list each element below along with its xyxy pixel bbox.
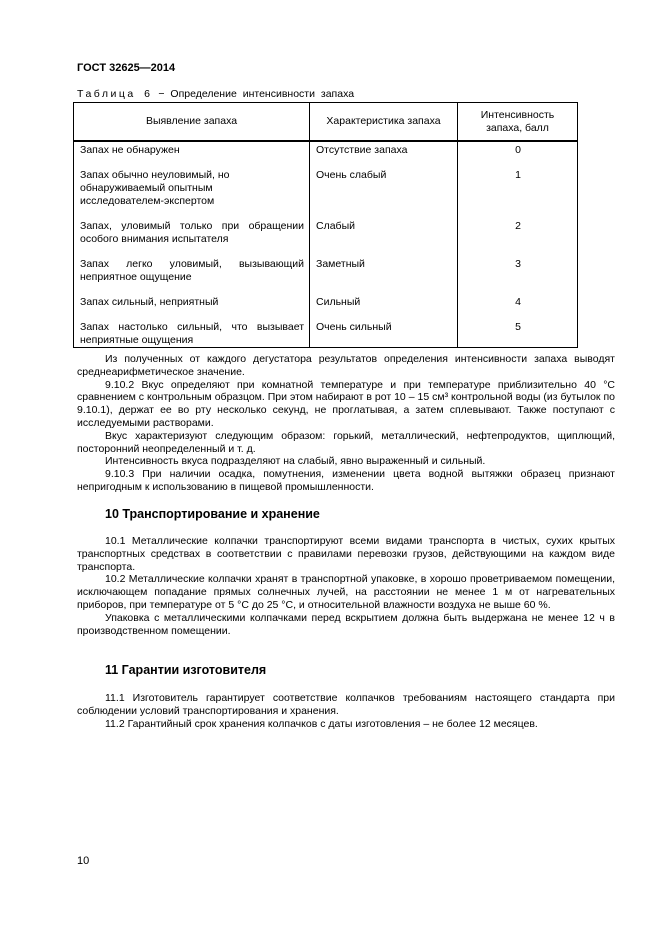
odor-intensity-table xyxy=(73,102,578,348)
section-10-title: 10 Транспортирование и хранение xyxy=(105,507,320,521)
table-cell: 0 xyxy=(458,141,578,167)
page-number: 10 xyxy=(77,855,90,867)
table-cell: Запах легко уловимый, вызывающий неприятное ощущение xyxy=(74,256,310,294)
table-cell: Очень слабый xyxy=(310,167,458,218)
table-cell: Сильный xyxy=(310,294,458,319)
paragraph: Интенсивность вкуса подразделяют на слабый, явно выраженный и сильный. xyxy=(105,455,486,468)
paragraph: Вкус характеризуют следующим образом: горький, металлический, нефтепродуктов, щиплющий, посторонний неопределенный и т. д. xyxy=(77,429,615,455)
table-cell: Слабый xyxy=(310,218,458,256)
table-cell: Запах обычно неуловимый, но обнаруживаемый опытным исследователем-экспертом xyxy=(74,167,310,218)
document-code: ГОСТ 32625—2014 xyxy=(77,62,176,74)
paragraph: 9.10.2 Вкус определяют при комнатной температуре и при температуре приблизительно 40 °С сравнением с контрольным образцом. При этом набирают в рот 10 – 15 см³ контрольной воды (из бутылок по 9.10.1), держат ее во рту несколько секунд, не проглатывая, а затем сплевывают. Также поступают с исследуемыми растворами. xyxy=(77,378,615,429)
table-row xyxy=(74,141,578,167)
paragraph: Из полученных от каждого дегустатора результатов определения интенсивности запаха выводят среднеарифметическое значение. xyxy=(77,353,615,378)
table-caption-prefix: Таблица 6 xyxy=(77,88,153,100)
table-caption-title: Определение интенсивности запаха xyxy=(170,88,355,100)
table-cell: Отсутствие запаха xyxy=(310,141,458,167)
section-11-body xyxy=(77,692,615,730)
table-row xyxy=(74,319,578,348)
table-header-row xyxy=(74,103,578,142)
table-row xyxy=(74,294,578,319)
table-row xyxy=(74,256,578,294)
section9-continuation xyxy=(77,353,615,494)
section-11-title: 11 Гарантии изготовителя xyxy=(105,663,267,677)
table-caption xyxy=(77,88,354,100)
table-cell: Запах, уловимый только при обращении особого внимания испытателя xyxy=(74,218,310,256)
column-header: Характеристика запаха xyxy=(310,103,458,142)
table-cell: 4 xyxy=(458,294,578,319)
table-cell: Запах не обнаружен xyxy=(74,141,310,167)
paragraph: 11.1 Изготовитель гарантирует соответствие колпачков требованиям настоящего стандарта при соблюдении условий транспортирования и хранения. xyxy=(77,692,615,717)
paragraph: 10.2 Металлические колпачки хранят в транспортной упаковке, в хорошо проветриваемом помещении, исключающем попадание прямых солнечных лучей, на расстоянии не менее 1 м от нагревательных приборов, при температуре от 5 °С до 25 °С, и относительной влажности воздуха не выше 60 %. xyxy=(77,573,615,611)
paragraph: 11.2 Гарантийный срок хранения колпачков с даты изготовления – не более 12 месяцев. xyxy=(105,717,538,730)
table-cell: Запах настолько сильный, что вызывает неприятные ощущения xyxy=(74,319,310,348)
table-cell: Очень сильный xyxy=(310,319,458,348)
table-cell: Запах сильный, неприятный xyxy=(74,294,310,319)
section-10-body xyxy=(77,535,615,637)
table-row xyxy=(74,167,578,218)
table-cell: 3 xyxy=(458,256,578,294)
column-header: Выявление запаха xyxy=(74,103,310,142)
table-cell: 5 xyxy=(458,319,578,348)
table-cell: 1 xyxy=(458,167,578,218)
table-caption-dash: − xyxy=(158,88,165,100)
column-header: Интенсивность запаха, балл xyxy=(458,103,578,142)
table-row xyxy=(74,218,578,256)
table-cell: 2 xyxy=(458,218,578,256)
paragraph: 10.1 Металлические колпачки транспортируют всеми видами транспорта в чистых, сухих крытых транспортных средствах в соответствии с правилами перевозки грузов, действующими на каждом виде транспорта. xyxy=(77,535,615,573)
table-cell: Заметный xyxy=(310,256,458,294)
paragraph: 9.10.3 При наличии осадка, помутнения, изменении цвета водной вытяжки образец признают непригодным к использованию в пищевой промышленности. xyxy=(77,468,615,493)
paragraph: Упаковка с металлическими колпачками перед вскрытием должна быть выдержана не менее 12 ч в производственном помещении. xyxy=(77,611,615,637)
